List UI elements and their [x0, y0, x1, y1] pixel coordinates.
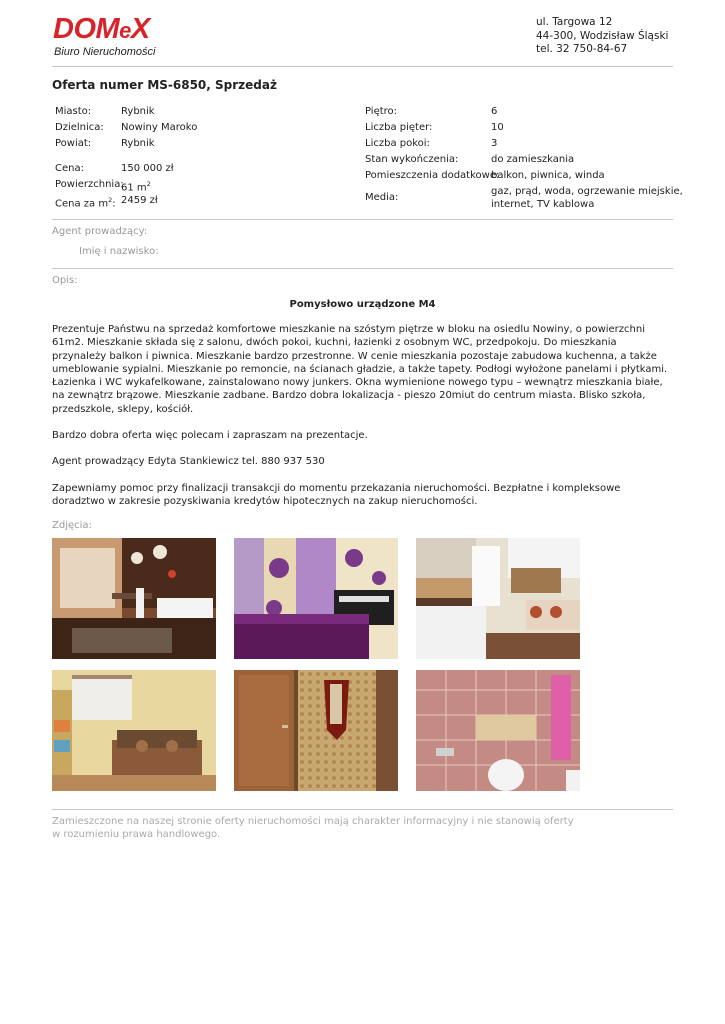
description-section-label: Opis: — [52, 275, 78, 286]
detail-label-district: Dzielnica: — [55, 122, 104, 133]
detail-value-price-per-m2: 2459 zł — [121, 195, 158, 206]
detail-label-price: Cena: — [55, 163, 84, 174]
address-street: ul. Targowa 12 — [536, 16, 613, 28]
detail-label-floor: Piętro: — [365, 106, 398, 117]
detail-label-area: Powierzchnia: — [55, 179, 124, 190]
photo-hallway[interactable] — [234, 670, 398, 791]
photos-section-label: Zdjęcia: — [52, 520, 92, 531]
company-address — [536, 16, 668, 57]
photo-kitchen[interactable] — [416, 538, 580, 659]
offer-title: Oferta numer MS-6850, Sprzedaż — [52, 78, 277, 92]
description-paragraph: Prezentuje Państwu na sprzedaż komfortowe mieszkanie na szóstym piętrze w bloku na osiedlu Nowiny, o powierzchni 61m2. Mieszkanie składa się z salonu, dwóch pokoi, kuchni, łazienki z osobnym WC, przedpokoju. Do mieszkania przynależy balkon i piwnica. Mieszkanie bardzo przestronne. W cenie mieszkania pozostaje zabudowa kuchenna, a także umeblowanie sypialni. Mieszkanie po remoncie, na ścianach gładzie, a także tapety. Podłogi wyłożone panelami i płytkami. Łazienka i WC wykafelkowane, zainstalowano nowy junkers. Okna wymienione nowego typu – wewnątrz mieszkania białe, na zewnątrz brązowe. Mieszkanie zadbane. Bardzo dobra lokalizacja - pieszo 20miut do centrum miasta. Blisko szkoła, przedszkole, sklepy, kościół. — [52, 324, 668, 415]
description-paragraph: Bardzo dobra oferta więc polecam i zapraszam na prezentacje. — [52, 430, 368, 442]
photo-bedroom[interactable] — [234, 538, 398, 659]
detail-value-floor: 6 — [491, 106, 498, 117]
detail-value-county: Rybnik — [121, 138, 155, 149]
detail-label-city: Miasto: — [55, 106, 92, 117]
detail-value-price: 150 000 zł — [121, 163, 174, 174]
detail-label-price-per-m2: Cena za $m^2$: — [55, 196, 116, 210]
detail-label-condition: Stan wykończenia: — [365, 154, 459, 165]
detail-value-extra-rooms: balkon, piwnica, winda — [491, 170, 605, 181]
logo-subtitle: Biuro Nieruchomości — [54, 46, 156, 58]
agent-section-label: Agent prowadzący: — [52, 226, 148, 237]
logo-text: DOMeX — [53, 13, 150, 45]
company-logo — [53, 14, 155, 59]
detail-value-area: 61 $m^2$ — [121, 180, 151, 194]
address-phone: tel. 32 750-84-67 — [536, 43, 628, 55]
detail-value-condition: do zamieszkania — [491, 154, 575, 165]
photo-living-room[interactable] — [52, 538, 216, 659]
description-heading: Pomysłowo urządzone M4 — [289, 299, 436, 310]
address-city: 44-300, Wodzisław Śląski — [536, 29, 669, 42]
footer-divider — [52, 809, 673, 810]
agent-divider — [52, 268, 673, 269]
detail-label-rooms: Liczba pokoi: — [365, 138, 430, 149]
detail-label-floors: Liczba pięter: — [365, 122, 433, 133]
description-body — [52, 323, 673, 521]
detail-value-floors: 10 — [491, 122, 504, 133]
detail-label-utilities: Media: — [365, 192, 399, 203]
description-paragraph: Zapewniamy pomoc przy finalizacji transakcji do momentu przekazania nieruchomości. Bezpłatne i kompleksowe doradztwo w zakresie pozyskiwania kredytów hipotecznych na zakup nieruchomości. — [52, 482, 621, 507]
photo-kids-room[interactable] — [52, 670, 216, 791]
details-divider — [52, 219, 673, 220]
footer-disclaimer — [52, 815, 574, 841]
detail-value-rooms: 3 — [491, 138, 498, 149]
agent-name-label: Imię i nazwisko: — [79, 246, 159, 257]
photo-bathroom[interactable] — [416, 670, 580, 791]
detail-value-utilities: gaz, prąd, woda, ogrzewanie miejskie, internet, TV kablowa — [491, 186, 683, 210]
detail-label-county: Powiat: — [55, 138, 92, 149]
detail-label-extra-rooms: Pomieszczenia dodatkowe: — [365, 170, 500, 181]
footer-line: Zamieszczone na naszej stronie oferty nieruchomości mają charakter informacyjny i nie stanowią oferty — [52, 816, 574, 827]
detail-value-district: Nowiny Maroko — [121, 122, 198, 133]
detail-value-city: Rybnik — [121, 106, 155, 117]
footer-line: w rozumieniu prawa handlowego. — [52, 829, 221, 840]
description-paragraph: Agent prowadzący Edyta Stankiewicz tel. 880 937 530 — [52, 456, 325, 468]
header-divider — [52, 66, 673, 67]
